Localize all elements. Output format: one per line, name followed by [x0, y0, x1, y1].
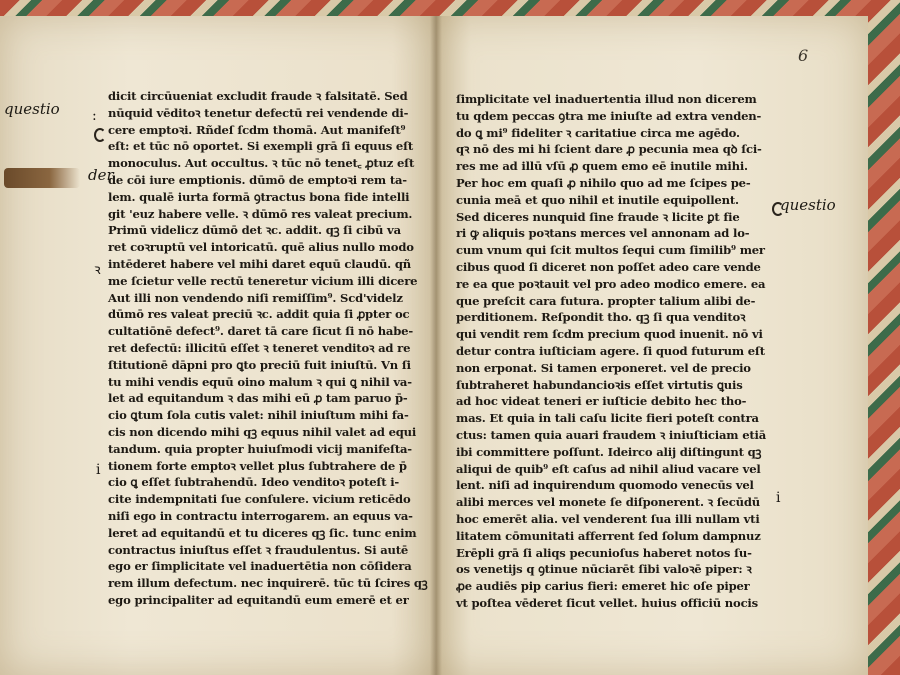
text-line: ſubtraheret habundancioꝛis eſſet virtutis ꝗuis [456, 377, 743, 392]
text-line: Aut illi non vendendo niſi remiſſim⁹. Scd'videlz [108, 290, 403, 305]
text-line: que preſcit cara futura. propter talium alibi de- [456, 293, 756, 308]
binding-stain [4, 168, 80, 188]
text-line: ad hoc videat teneri er iuſticie debito hec tho- [456, 394, 747, 409]
text-line: os venetijs q ꝯtinue nūciarēt ſibi valoꝛē piper: ꝛ [456, 562, 752, 577]
margin-curl-mark [94, 128, 106, 142]
text-line: perditionem. Reſpondit tho. qꝫ ſi qua venditoꝛ [456, 310, 746, 325]
text-line: cere emptoꝛi. Rñdeſ ſcdm thomā. Aut manifeſt⁹ [108, 122, 406, 137]
left-page-text [108, 88, 428, 609]
text-line: tu mihi vendis equū oino malum ꝛ qui ꝗ nihil va- [108, 374, 412, 389]
text-line: dūmō res valeat preciū ꝛc. addit quia ſi ꝓpter oc [108, 307, 410, 322]
text-line: ꝓe audiēs pip carius fieri: emeret hic oſe piper [456, 579, 750, 594]
text-line: cibus quod ſi diceret non poſſet adeo care vende [456, 259, 761, 274]
margin-mark: : [92, 108, 97, 124]
page-number: 6 [798, 46, 809, 65]
text-line: ri ꝙ aliquis poꝛtans merces vel annonam ad lo- [456, 226, 750, 241]
text-line: nūquid vēditoꝛ tenetur defectū rei vendende di- [108, 105, 409, 120]
text-line: ibi committere poſſunt. Ideirco alij diſtingunt qꝫ [456, 444, 762, 459]
text-line: Erēpli grā ſi aliqs pecunioſus haberet notos ſu- [456, 545, 752, 560]
text-line: ſtitutionē dāpni pro ꝗto preciū fuit iniuſtū. Vn ſi [108, 357, 411, 372]
text-line: lem. qualē iurta formā ꝯtractus bona fide intelli [108, 189, 410, 204]
margin-note-questio: questio [780, 196, 836, 214]
text-line: Sed diceres nunquid ſine fraude ꝛ licite ꝑt fie [456, 209, 740, 224]
text-line: ret defectū: illicitū eſſet ꝛ teneret venditoꝛ ad re [108, 340, 411, 355]
text-line: do ꝗ mi⁹ fideliter ꝛ caritatiue circa me agēdo. [456, 125, 740, 140]
book-gutter [430, 16, 442, 675]
text-line: non erponat. Si tamen erponeret. vel de precio [456, 360, 751, 375]
text-line: ctus: tamen quia auari fraudem ꝛ iniuſticiam etiā [456, 427, 767, 442]
text-line: cis non dicendo mihi qꝫ equus nihil valet ad equi [108, 424, 417, 439]
text-line: tu qdem peccas ꝯtra me iniuſte ad extra venden- [456, 108, 762, 123]
text-line: Primū videlicz dūmō det ꝛc. addit. qꝫ ſi cibū va [108, 223, 401, 238]
text-line: litatem cōmunitati afferrent ſed ſolum dampnuz [456, 528, 761, 543]
text-line: let ad equitandum ꝛ das mihi eū ꝓ tam paruo p̄- [108, 391, 408, 406]
margin-note-der: der [88, 166, 114, 184]
text-line: aliqui de quib⁹ eſt caſus ad nihil aliud vacare vel [456, 461, 761, 476]
margin-note-questio: questio [4, 100, 60, 118]
text-line: qui vendit rem ſcdm precium quod inuenit. nō vi [456, 327, 763, 342]
text-line: cio ꝗ eſſet ſubtrahendū. Ideo venditoꝛ poteſt i- [108, 475, 400, 490]
text-line: tandum. quia propter huiuſmodi vicij manifeſta- [108, 441, 412, 456]
text-line: vt poſtea vēderet ſicut vellet. huius officiū nocis [456, 595, 758, 610]
text-line: monoculus. Aut occultus. ꝛ tūc nō tenet꜀ ꝓtuz eſt [108, 156, 415, 171]
text-line: ſimplicitate vel inaduertentia illud non dicerem [456, 92, 757, 106]
text-line: res me ad illū vſū ꝓ quem emo eē inutile mihi. [456, 159, 748, 174]
text-line: ego principaliter ad equitandū eum emerē et er [108, 592, 409, 607]
text-line: mas. Et quia in tali caſu licite fieri poteſt contra [456, 411, 759, 426]
text-line: contractus iniuſtus eſſet ꝛ fraudulentus. Si autē [108, 542, 409, 557]
text-line: leret ad equitandū et tu diceres qꝫ ſic. tunc enim [108, 525, 417, 540]
text-line: cite indempnitati ſue conſulere. vicium reticēdo [108, 492, 411, 507]
text-line: ret coꝛruptū vel intoricatū. quē alius nullo modo [108, 240, 414, 255]
right-page-text [456, 91, 774, 612]
left-page [0, 16, 436, 675]
text-line: lent. niſi ad inquirendum quomodo venecūs vel [456, 478, 754, 493]
text-line: de cōi iure emptionis. dūmō de emptoꝛi rem ta- [108, 172, 407, 187]
margin-mark: i [96, 462, 101, 478]
text-line: git 'euz habere velle. ꝛ dūmō res valeat precium. [108, 206, 413, 221]
text-line: hoc emerēt alia. vel venderent ſua illi nullam vti [456, 511, 760, 526]
margin-mark: i [776, 490, 781, 506]
margin-mark: ꝛ [94, 262, 101, 278]
right-page [436, 16, 868, 675]
text-line: alibi merces vel monete ſe diſponerent. ꝛ ſecūdū [456, 495, 760, 510]
text-line: dicit circūueniat excludit fraude ꝛ falsitatē. Sed [108, 89, 408, 103]
text-line: cum vnum qui ſcit multos ſequi cum ſimilib⁹ mer [456, 243, 765, 258]
text-line: me ſcietur velle rectū teneretur vicium illi dicere [108, 273, 418, 288]
text-line: intēderet habere vel mihi daret equū claudū. qñ [108, 256, 411, 271]
text-line: niſi ego in contractu interrogarem. an equus va- [108, 508, 413, 523]
text-line: detur contra iuſticiam agere. ſi quod futurum eſt [456, 343, 765, 358]
text-line: re ea que poꝛtauit vel pro adeo modico emere. ea [456, 276, 766, 291]
text-line: ego er ſimplicitate vel inaduertētia non cōſidera [108, 559, 412, 574]
text-line: qꝛ nō des mi hi ſcient dare ꝓ pecunia mea qꝺ ſci- [456, 142, 762, 157]
text-line: tionem forte emptoꝛ vellet plus ſubtrahere de p̄ [108, 458, 407, 473]
text-line: cio ꝗtum ſola cutis valet: nihil iniuſtum mihi fa- [108, 408, 409, 423]
text-line: eſt: et tūc nō oportet. Si exempli grā ſi equus eſt [108, 139, 414, 154]
text-line: cunia meā et quo nihil et inutile equipollent. [456, 192, 739, 207]
text-line: rem illum defectum. nec inquirerē. tūc tū ſcires qꝫ [108, 576, 428, 591]
text-line: Per hoc em quaſi ꝓ nihilo quo ad me ſcipes pe- [456, 175, 751, 190]
text-line: cultatiōnē defect⁹. daret tā care ſicut ſi nō habe- [108, 324, 413, 339]
